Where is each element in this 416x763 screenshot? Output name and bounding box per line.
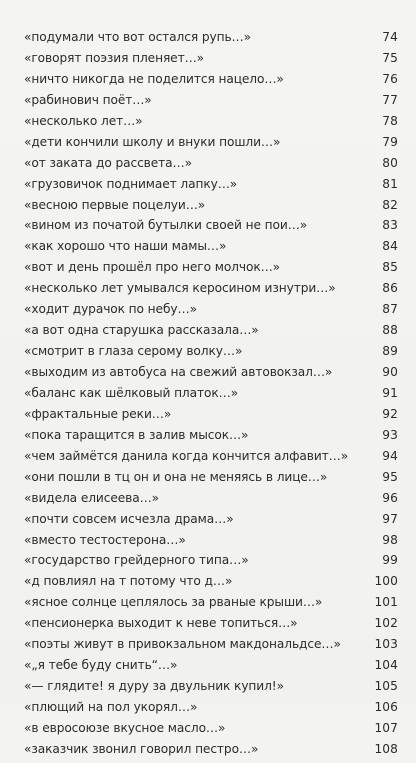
toc-entry-title: «они пошли в тц он и она не меняясь в лице…» (24, 469, 328, 484)
toc-entry-page-number: 104 (374, 658, 398, 673)
toc-entry-title: «в евросоюзе вкусное масло…» (24, 720, 226, 735)
toc-entry-title: «а вот одна старушка рассказала…» (24, 323, 259, 338)
toc-entry-page-number: 88 (382, 323, 398, 338)
toc-entry-page-number: 105 (374, 679, 398, 694)
toc-entry-title: «смотрит в глаза серому волку…» (24, 344, 243, 359)
toc-entry (24, 365, 398, 386)
toc-entry-title: «вместо тестостерона…» (24, 532, 186, 547)
toc-entry (24, 260, 398, 281)
toc-entry-page-number: 84 (382, 239, 398, 254)
toc-entry (24, 742, 398, 763)
table-of-contents (24, 30, 398, 763)
toc-entry-title: «государство грейдерного типа…» (24, 553, 249, 568)
toc-entry-title: «пока таращится в залив мысок…» (24, 427, 249, 442)
toc-entry-title: «рабинович поёт…» (24, 92, 152, 107)
toc-entry-page-number: 77 (382, 92, 398, 107)
toc-entry (24, 700, 398, 721)
toc-entry-title: «почти совсем исчезла драма…» (24, 511, 234, 526)
toc-entry-page-number: 91 (382, 385, 398, 400)
toc-entry (24, 198, 398, 219)
toc-entry-title: «вином из початой бутылки своей не пои…» (24, 218, 308, 233)
toc-entry (24, 72, 398, 93)
toc-entry-title: «ходит дурачок по небу…» (24, 302, 197, 317)
toc-entry-title: «подумали что вот остался рупь…» (24, 30, 251, 44)
toc-entry-page-number: 86 (382, 281, 398, 296)
toc-entry (24, 135, 398, 156)
toc-entry-page-number: 92 (382, 406, 398, 421)
toc-entry-title: «как хорошо что наши мамы…» (24, 239, 227, 254)
toc-entry (24, 323, 398, 344)
toc-entry-title: «— глядите! я дуру за двульник купил!» (24, 679, 284, 694)
toc-entry-title: «несколько лет…» (24, 113, 143, 128)
toc-entry (24, 721, 398, 742)
toc-entry (24, 407, 398, 428)
toc-entry-page-number: 99 (382, 553, 398, 568)
toc-entry-page-number: 100 (374, 574, 398, 589)
toc-entry-title: «говорят поэзия пленяет…» (24, 50, 205, 65)
toc-entry (24, 637, 398, 658)
toc-entry (24, 177, 398, 198)
toc-entry (24, 595, 398, 616)
toc-entry-page-number: 80 (382, 155, 398, 170)
toc-entry-title: «ясное солнце цеплялось за рваные крыши…» (24, 595, 323, 610)
toc-entry-page-number: 74 (382, 30, 398, 44)
toc-entry-title: «от заката до рассвета…» (24, 155, 192, 170)
toc-entry (24, 574, 398, 595)
toc-entry-page-number: 101 (374, 595, 398, 610)
toc-entry-page-number: 83 (382, 218, 398, 233)
toc-entry (24, 302, 398, 323)
toc-entry-title: «вот и день прошёл про него молчок…» (24, 260, 281, 275)
toc-entry-page-number: 106 (374, 700, 398, 714)
toc-entry-page-number: 103 (374, 637, 398, 652)
toc-entry-page-number: 79 (382, 134, 398, 149)
toc-entry-page-number: 87 (382, 302, 398, 317)
toc-entry-page-number: 108 (374, 741, 398, 756)
toc-entry-title: «выходим из автобуса на свежий автовокзал…» (24, 365, 333, 379)
toc-entry (24, 470, 398, 491)
toc-entry (24, 491, 398, 512)
toc-entry-page-number: 93 (382, 427, 398, 442)
toc-entry-title: «пенсионерка выходит к неве топиться…» (24, 616, 298, 631)
toc-entry-title: «дети кончили школу и внуки пошли…» (24, 134, 281, 149)
toc-entry-page-number: 97 (382, 511, 398, 526)
toc-entry-page-number: 76 (382, 71, 398, 86)
toc-entry (24, 616, 398, 637)
toc-entry-page-number: 95 (382, 469, 398, 484)
toc-entry-page-number: 107 (374, 720, 398, 735)
toc-entry-page-number: 78 (382, 113, 398, 128)
toc-entry (24, 428, 398, 449)
toc-entry-title: «заказчик звонил говорил пестро…» (24, 741, 259, 756)
toc-entry (24, 512, 398, 533)
toc-entry (24, 553, 398, 574)
toc-entry-title: «чем займётся данила когда кончится алфавит…» (24, 448, 349, 463)
toc-entry (24, 658, 398, 679)
toc-entry (24, 679, 398, 700)
toc-entry-page-number: 90 (382, 365, 398, 379)
toc-entry (24, 386, 398, 407)
toc-entry-title: «д повлиял на т потому что д…» (24, 574, 233, 589)
toc-entry-title: «видела елисеева…» (24, 490, 160, 505)
toc-entry (24, 218, 398, 239)
toc-entry-title: «несколько лет умывался керосином изнутри…» (24, 281, 336, 296)
toc-entry (24, 114, 398, 135)
toc-entry-title: «весною первые поцелуи…» (24, 197, 206, 212)
toc-entry-page-number: 89 (382, 344, 398, 359)
toc-entry-page-number: 75 (382, 50, 398, 65)
toc-entry-title: «поэты живут в привокзальном макдональдсе…» (24, 637, 341, 652)
toc-entry (24, 51, 398, 72)
toc-entry-title: «баланс как шёлковый платок…» (24, 385, 239, 400)
toc-entry-page-number: 102 (374, 616, 398, 631)
toc-entry (24, 93, 398, 114)
toc-entry-page-number: 81 (382, 176, 398, 191)
toc-entry-title: «плющий на пол укорял…» (24, 700, 198, 714)
toc-entry (24, 533, 398, 554)
toc-entry-page-number: 85 (382, 260, 398, 275)
toc-entry-page-number: 98 (382, 532, 398, 547)
toc-entry (24, 156, 398, 177)
toc-entry (24, 344, 398, 365)
toc-entry (24, 30, 398, 51)
toc-entry-page-number: 82 (382, 197, 398, 212)
toc-entry-title: «грузовичок поднимает лапку…» (24, 176, 238, 191)
toc-entry (24, 239, 398, 260)
toc-entry-page-number: 94 (382, 448, 398, 463)
toc-entry-title: «ничто никогда не поделится нацело…» (24, 71, 284, 86)
toc-entry (24, 281, 398, 302)
toc-entry (24, 449, 398, 470)
toc-entry-page-number: 96 (382, 490, 398, 505)
toc-entry-title: «„я тебе буду снить“…» (24, 658, 178, 673)
toc-entry-title: «фрактальные реки…» (24, 406, 172, 421)
